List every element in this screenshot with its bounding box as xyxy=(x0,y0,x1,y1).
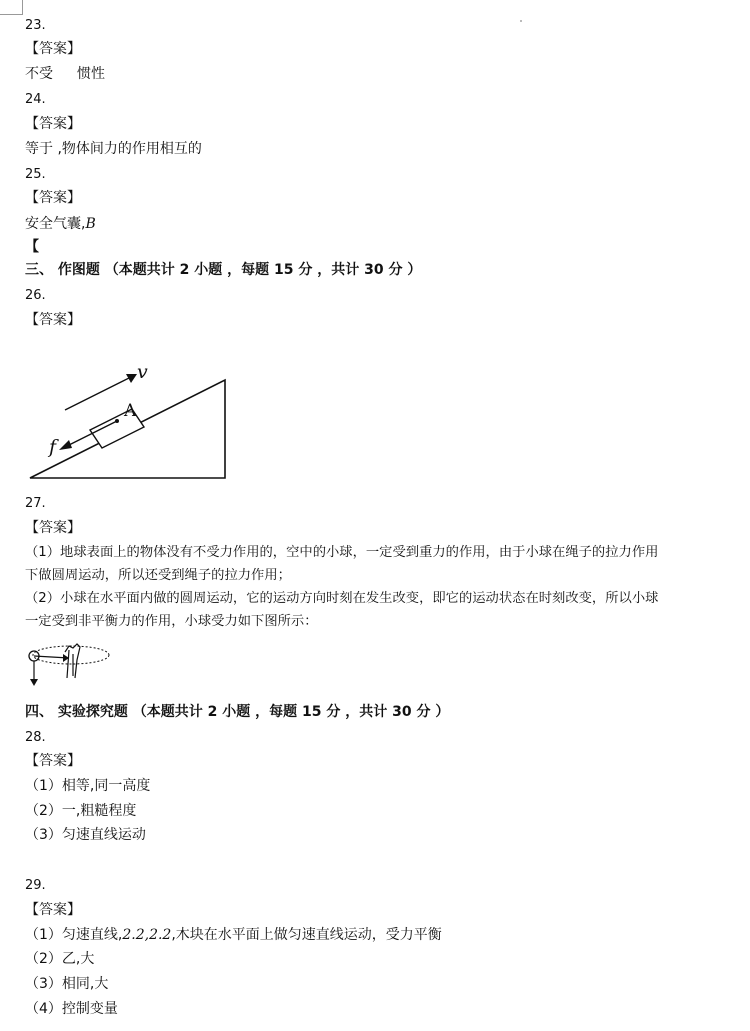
hand-icon xyxy=(65,644,80,678)
friction-arrow-head xyxy=(59,440,72,450)
answer-29-item-1-suffix: ,木块在水平面上做匀速直线运动，受力平衡 xyxy=(171,927,442,943)
section-title-3: 三、 作图题 （本题共计 2 小题 ，每题 15 分 ，共计 30 分 ） xyxy=(25,262,422,278)
answer-27-p2-line1: （2）小球在水平面内做的圆周运动，它的运动方向时刻在发生改变，即它的运动状态在时刻改变，所以小球 xyxy=(25,591,659,606)
question-number-24: 24. xyxy=(25,92,46,107)
question-number-29: 29. xyxy=(25,878,46,893)
question-number-27: 27. xyxy=(25,496,46,511)
orbit-path xyxy=(33,646,109,664)
answer-23-part2: 惯性 xyxy=(77,66,105,82)
answer-label-23: 【答案】 xyxy=(25,41,81,57)
answer-label-29: 【答案】 xyxy=(25,902,81,918)
page-corner-mark xyxy=(0,0,23,15)
gravity-arrow-head xyxy=(30,679,38,686)
block-label: A xyxy=(124,401,137,421)
question-number-26: 26. xyxy=(25,288,46,303)
velocity-arrow-line xyxy=(65,377,131,410)
question-number-25: 25. xyxy=(25,167,46,182)
answer-label-26: 【答案】 xyxy=(25,312,81,328)
answer-text-23 xyxy=(25,65,105,83)
answer-28-item-1: （1）相等,同一高度 xyxy=(25,778,151,794)
answer-29-item-2: （2）乙,大 xyxy=(25,951,95,967)
answer-29-item-1-values: 2.2,2.2 xyxy=(122,927,172,943)
answer-label-25: 【答案】 xyxy=(25,190,81,206)
section-title-4: 四、 实验探究题 （本题共计 2 小题 ，每题 15 分 ，共计 30 分 ） xyxy=(25,704,450,720)
answer-27-p1-line1: （1）地球表面上的物体没有不受力作用的，空中的小球，一定受到重力的作用，由于小球在绳子的拉力作用 xyxy=(25,545,659,560)
answer-29-item-1 xyxy=(25,926,442,944)
answer-27-p1-line2: 下做圆周运动，所以还受到绳子的拉力作用； xyxy=(25,568,291,583)
answer-27-p2-line2: 一定受到非平衡力的作用，小球受力如下图所示： xyxy=(25,614,318,629)
answer-29-item-4: （4）控制变量 xyxy=(25,1001,118,1017)
answer-label-27: 【答案】 xyxy=(25,520,81,536)
question-number-23: 23. xyxy=(25,18,46,33)
answer-29-item-1-prefix: （1）匀速直线, xyxy=(25,927,123,943)
question-number-28: 28. xyxy=(25,730,46,745)
answer-23-part1: 不受 xyxy=(25,66,53,82)
answer-text-25 xyxy=(25,215,96,233)
answer-29-item-3: （3）相同,大 xyxy=(25,976,109,992)
answer-text-24: 等于 ,物体间力的作用相互的 xyxy=(25,141,202,157)
ball-circular-motion-diagram xyxy=(25,638,115,694)
incline-diagram xyxy=(25,360,235,485)
scan-speck xyxy=(520,20,522,22)
answer-label-24: 【答案】 xyxy=(25,116,81,132)
velocity-label: v xyxy=(137,361,148,383)
answer-label-28: 【答案】 xyxy=(25,753,81,769)
answer-25-letter: B xyxy=(85,216,96,232)
answer-28-item-3: （3）匀速直线运动 xyxy=(25,827,146,843)
friction-label: f xyxy=(49,436,57,458)
answer-28-item-2: （2）一,粗糙程度 xyxy=(25,803,137,819)
stray-bracket: 【 xyxy=(25,239,39,255)
answer-25-prefix: 安全气囊, xyxy=(25,216,86,232)
